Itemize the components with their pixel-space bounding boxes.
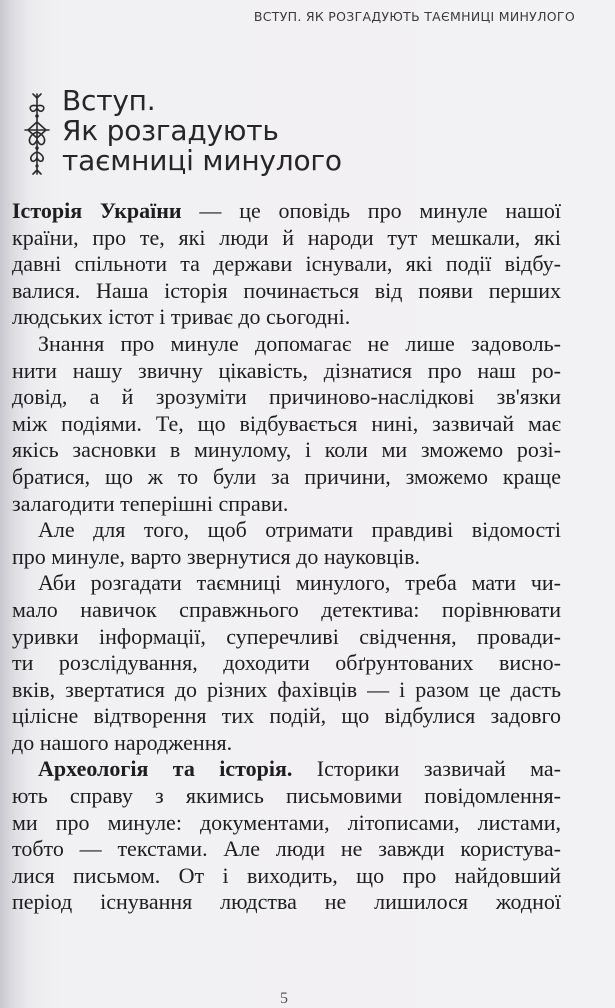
text-line: про минуле, варто звернутися до науковців. <box>12 543 421 569</box>
text-fragment: — це оповідь про минуле нашої <box>181 198 561 223</box>
text-line <box>12 756 561 783</box>
chapter-title-line-2: Як розгадують <box>62 114 279 147</box>
text-line: людських істот і триває до сьогодні. <box>12 304 351 330</box>
text-line: ми про минуле: документами, літописами, листами, <box>12 809 561 835</box>
text-line: довід, а й зрозуміти причиново-наслідкові зв'язки <box>12 384 561 410</box>
text-line: давні спільноти та держави існували, які події відбу- <box>12 251 561 277</box>
page-number: 5 <box>280 990 288 1007</box>
text-line: валися. Наша історія починається від появи перших <box>12 277 561 303</box>
chapter-title-line-1: Вступ. <box>62 84 156 117</box>
text-line: тобто — текстами. Але люди не завжди користува- <box>12 836 561 862</box>
text-line: Але для того, щоб отримати правдиві відомості <box>38 517 561 543</box>
text-line: до нашого народження. <box>12 729 233 755</box>
running-head: ВСТУП. ЯК РОЗГАДУЮТЬ ТАЄМНИЦІ МИНУЛОГО <box>253 9 575 24</box>
text-line: цілісне відтворення тих подій, що відбулися задовго <box>12 703 561 729</box>
text-line: ти розслідування, доходити обґрунтованих висно- <box>12 650 561 676</box>
text-line: якісь засновки в минулому, і коли ми зможемо розі- <box>12 437 561 463</box>
text-line: країни, про те, які люди й народи тут мешкали, які <box>12 224 561 250</box>
term-archaeology-and-history: Археологія та історія. <box>38 756 293 782</box>
text-line: уривки інформації, суперечливі свідчення, провади- <box>12 623 561 649</box>
text-fragment: Історики зазвичай ма- <box>292 756 561 782</box>
text-line: мало навичок справжнього детектива: порівнювати <box>12 596 561 622</box>
text-line: ють справу з якимись письмовими повідомлення- <box>12 783 561 809</box>
text-line: лися письмом. От і виходить, що про найдовший <box>12 862 561 888</box>
ornament-icon <box>22 92 52 176</box>
text-line: період існування людства не лишилося жодної <box>12 889 561 915</box>
text-line: вків, звертатися до різних фахівців — і разом це дасть <box>12 676 561 702</box>
text-line: між подіями. Те, що відбувається нині, зазвичай має <box>12 410 561 436</box>
chapter-heading <box>22 86 342 176</box>
chapter-title <box>62 86 342 176</box>
text-line <box>12 198 561 225</box>
term-history-of-ukraine: Історія України <box>12 198 182 223</box>
text-line: Знання про минуле допомагає не лише задоволь- <box>38 330 561 356</box>
text-line: Аби розгадати таємниці минулого, треба мати чи- <box>38 570 561 596</box>
body-text <box>12 198 561 916</box>
text-line: залагодити теперішні справи. <box>12 490 289 516</box>
text-line: братися, що ж то були за причини, зможемо краще <box>12 463 561 489</box>
chapter-title-line-3: таємниці минулого <box>62 144 342 177</box>
text-line: нити нашу звичну цікавість, дізнатися про наш ро- <box>12 357 561 383</box>
